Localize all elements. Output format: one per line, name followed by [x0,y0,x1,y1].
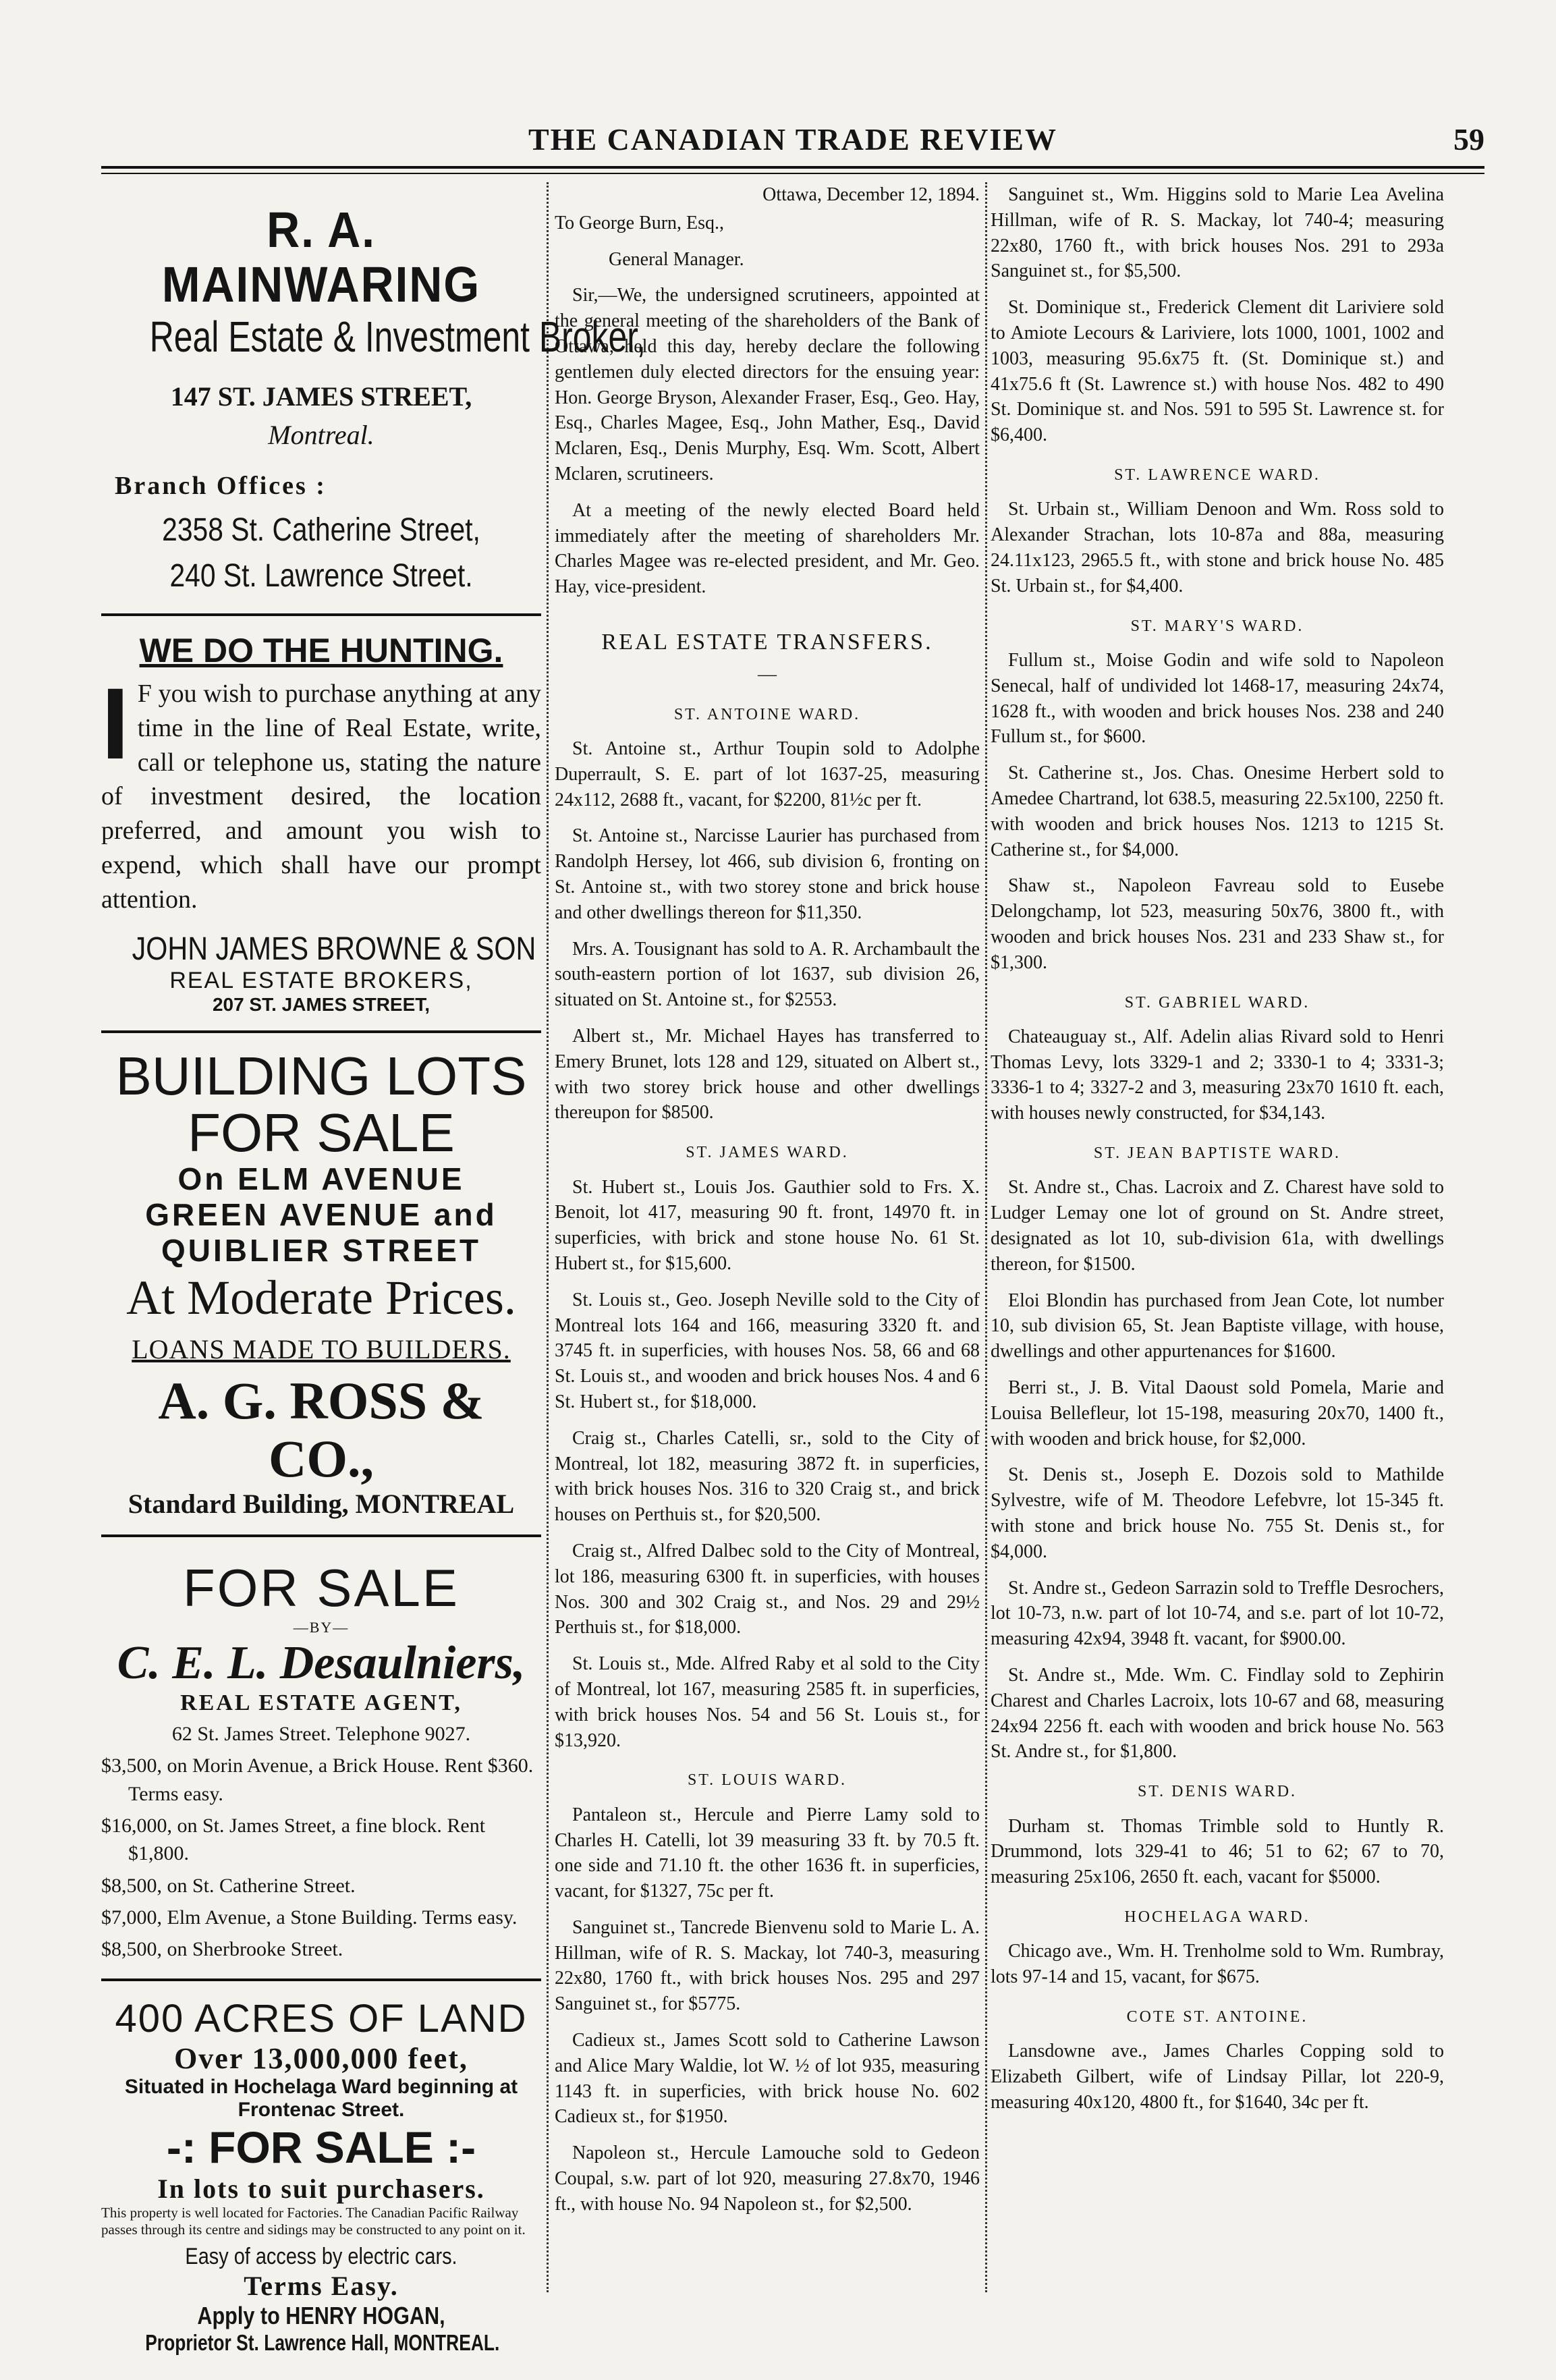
ad-note: LOANS MADE TO BUILDERS. [132,1334,511,1365]
transfer-item: St. Catherine st., Jos. Chas. Onesime Herbert sold to Amedee Chartrand, lot 638.5, measuring 22.5x100, 2250 ft. with wooden and brick houses Nos. 1213 to 1215 St. Catherine st., for $4,000. [991,763,1444,860]
transfer-item: Albert st., Mr. Michael Hayes has transferred to Emery Brunet, lots 128 and 129, situated on Albert st., with two storey brick house and other dwellings thereupon for $8500. [555,1026,980,1124]
branch-address: 2358 St. Catherine Street, [162,512,480,549]
ward-heading: HOCHELAGA WARD. [1124,1908,1310,1926]
ad-size: Over 13,000,000 feet, [174,2041,468,2075]
transfer-item: Pantaleon st., Hercule and Pierre Lamy sold to Charles H. Catelli, lot 39 measuring 33 ft. by 70.5 ft. one side and 71.10 ft. the other 1636 ft. in superficies, vacant, for $1327, 75c per ft. [555,1804,980,1902]
ad-by: —BY— [293,1618,350,1636]
transfer-item: Mrs. A. Tousignant has sold to A. R. Archambault the south-eastern portion of lot 1637, sub division 26, situated on St. Antoine st., for $2553. [555,938,980,1011]
transfer-item: St. Antoine st., Narcisse Laurier has purchased from Randolph Hersey, lot 466, sub division 6, fronting on St. Antoine st., with two storey stone and brick house and other dwellings thereon for $11,350. [555,825,980,923]
list-item: $7,000, Elm Avenue, a Stone Building. Terms easy. [101,1906,518,1929]
ad-body-text: F you wish to purchase anything at any time in the line of Real Estate, write, call or telephone us, stating the nature of investment desired, the location preferred, and amount you wish to expend, which shall have our prompt attention. [101,679,541,914]
list-item: $3,500, on Morin Avenue, a Brick House. Rent $360. Terms easy. [101,1754,534,1805]
advertiser-title: REAL ESTATE AGENT, [180,1690,462,1715]
section-heading: REAL ESTATE TRANSFERS. [601,629,933,655]
ward-heading: COTE ST. ANTOINE. [1126,2008,1308,2026]
header-rule-thin [101,173,1484,174]
ward-heading: ST. GABRIEL WARD. [1124,993,1310,1012]
list-item: $16,000, on St. James Street, a fine block. Rent $1,800. [101,1814,486,1865]
property-list [101,1720,541,1964]
letter-salutation: General Manager. [609,248,744,270]
ad-heading: 400 ACRES OF LAND [115,1996,528,2041]
advertiser-address: 207 ST. JAMES STREET, [212,994,430,1016]
transfer-item: Chicago ave., Wm. H. Trenholme sold to Wm. Rumbray, lots 97-14 and 15, vacant, for $675. [991,1941,1444,1988]
ad-separator [101,1978,541,1981]
ross-ad [101,1048,541,1520]
transfer-item: Shaw st., Napoleon Favreau sold to Eusebe Delongchamp, lot 523, measuring 50x76, 3800 ft., with wooden and brick houses Nos. 231 and 233 Shaw st., for $1,300. [991,875,1444,973]
transfer-item: St. Denis st., Joseph E. Dozois sold to Mathilde Sylvestre, wife of M. Theodore Lefebvre, lot 15-345 ft. with stone and brick house No. 755 St. Denis st., for $4,000. [991,1464,1444,1562]
ad-terms: Terms Easy. [244,2271,399,2302]
ad-location: QUIBLIER STREET [161,1232,482,1268]
ward-heading: ST. DENIS WARD. [1137,1783,1298,1801]
ad-heading: FOR SALE [183,1557,460,1617]
ward-heading: ST. LAWRENCE WARD. [1114,466,1321,484]
ad-body-text: This property is well located for Factories. The Canadian Pacific Railway passes through its centre and sidings may be constructed to any point on it. [101,2204,526,2238]
letter-body: Sir,—We, the undersigned scrutineers, appointed at the general meeting of the shareholders of the Bank of Ottawa, held this day, hereby declare the following gentlemen duly elected directors for the ensuing year: Hon. George Bryson, Alexander Fraser, Esq., Geo. Hay, Esq., Charles Magee, Esq., John Mather, Esq., David Mclaren, Esq., Denis Murphy, Esq. Wm. Scott, Albert Mclaren, scrutineers. [555,285,980,485]
advertiser-address: 147 ST. JAMES STREET, [170,381,472,412]
advertiser-name: Apply to HENRY HOGAN, [197,2302,445,2330]
transfer-item: St. Andre st., Mde. Wm. C. Findlay sold to Zephirin Charest and Charles Lacroix, lots 10-67 and 68, measuring 24x94 2256 ft. each with wooden and brick house No. 563 St. Andre st., for $1,800. [991,1665,1444,1763]
branch-label: Branch Offices : [115,472,327,501]
header-rule [101,166,1484,169]
column-divider [985,182,987,2292]
transfer-item: Napoleon st., Hercule Lamouche sold to Gedeon Coupal, s.w. part of lot 920, measuring 27.8x70, 1946 ft., with house No. 94 Napoleon st., for $2,500. [555,2142,980,2215]
transfer-item: St. Antoine st., Arthur Toupin sold to Adolphe Duperrault, S. E. part of lot 1637-25, measuring 24x112, 2688 ft., vacant, for $2200, 81½c per ft. [555,738,980,810]
advertiser-name: R. A. MAINWARING [161,202,481,313]
advertiser-subtitle: REAL ESTATE BROKERS, [169,968,473,994]
ward-heading: ST. ANTOINE WARD. [673,705,861,723]
ad-location: GREEN AVENUE and [145,1196,497,1232]
advertiser-address: 62 St. James Street. Telephone 9027. [171,1722,471,1745]
transfer-item: St. Andre st., Chas. Lacroix and Z. Charest have sold to Ludger Lemay one lot of ground on St. Andre street, designated as lot 10, sub-division 61a, with dwellings thereon, for $1500. [991,1177,1444,1275]
transfer-item: St. Urbain st., William Denoon and Wm. Ross sold to Alexander Strachan, lots 10-87a and 88a, measuring 24.11x123, 2965.5 ft., with stone and brick house No. 485 St. Urbain st., for $4,400. [991,499,1444,597]
transfer-item: St. Hubert st., Louis Jos. Gauthier sold to Frs. X. Benoit, lot 417, measuring 90 ft. front, 14970 ft. in superficies, with brick and stone house No. 61 St. Hubert st., for $15,600. [555,1176,980,1274]
ad-heading: WE DO THE HUNTING. [139,631,503,669]
transfer-item: Sanguinet st., Tancrede Bienvenu sold to Marie L. A. Hillman, wife of R. S. Mackay, lot 740-3, measuring 22x80, 1760 ft., with brick houses Nos. 295 and 297 Sanguinet st., for $5775. [555,1916,980,2015]
transfer-item: Chateauguay st., Alf. Adelin alias Rivard sold to Henri Thomas Levy, lots 3329-1 and 2; 3330-1 to 4; 3331-3; 3336-1 to 4; 3327-2 and 3, measuring 23x70 1610 ft. each, with houses newly constructed, for $34,143. [991,1026,1444,1124]
ad-heading: FOR SALE [188,1103,455,1163]
ad-location: On ELM AVENUE [177,1161,465,1197]
ward-heading: ST. LOUIS WARD. [687,1771,848,1790]
advertiser-city: Montreal. [268,420,374,451]
advertiser-name: JOHN JAMES BROWNE & SON [132,931,536,968]
transfer-item: Fullum st., Moise Godin and wife sold to Napoleon Senecal, half of undivided lot 1468-17, measuring 24x74, 1628 ft., with wooden and brick houses Nos. 238 and 240 Fullum st., for $600. [991,649,1444,748]
ad-separator [101,1030,541,1033]
ad-separator [101,1534,541,1537]
ad-slogan: At Moderate Prices. [126,1270,516,1325]
ad-separator [101,613,541,616]
drop-cap: I [101,666,130,780]
desaulniers-ad [101,1557,541,1964]
letter-body: At a meeting of the newly elected Board held immediately after the meeting of shareholders Mr. Charles Magee was re-elected president, and Mr. Geo. Hay, vice-president. [555,499,980,598]
ad-forsale: -: FOR SALE :- [166,2122,476,2172]
news-column [991,182,1444,2299]
advertiser-name: A. G. ROSS & CO., [158,1371,484,1488]
transfer-item: St. Andre st., Gedeon Sarrazin sold to Treffle Desrochers, lot 10-73, n.w. part of lot 10-74, and s.e. part of lot 10-72, measuring 42x94, 3948 ft. vacant, for $900.00. [991,1577,1444,1650]
advertiser-address: Standard Building, MONTREAL [128,1488,515,1519]
ward-heading: ST. MARY'S WARD. [1130,617,1304,635]
advertiser-name: C. E. L. Desaulniers, [117,1636,526,1689]
transfer-item: Cadieux st., James Scott sold to Catherine Lawson and Alice Mary Waldie, lot W. ½ of lot 935, measuring 1143 ft. in superficies, with brick house No. 602 Cadieux st., for $1950. [555,2030,980,2128]
transfer-item: Berri st., J. B. Vital Daoust sold Pomela, Marie and Louisa Bellefleur, lot 15-198, measuring 20x70, 1400 ft., with wooden and brick house, for $2,000. [991,1377,1444,1449]
letter-salutation: To George Burn, Esq., [555,212,725,233]
ward-heading: ST. JEAN BAPTISTE WARD. [1093,1144,1341,1163]
column-divider [547,182,549,2292]
ad-location: Situated in Hochelaga Ward beginning at Frontenac Street. [124,2075,518,2121]
ad-body [101,666,541,917]
transfer-item: St. Louis st., Geo. Joseph Neville sold to the City of Montreal lots 164 and 166, measuring 3320 ft. and 3745 ft. in superficies, with houses Nos. 58, 66 and 68 St. Louis st., and wooden and brick houses Nos. 4 and 6 St. Hubert st., for $18,000. [555,1289,980,1412]
news-column [555,182,980,2299]
ward-heading: ST. JAMES WARD. [686,1144,849,1162]
list-item: $8,500, on St. Catherine Street. [101,1874,356,1897]
ad-heading: BUILDING LOTS [115,1046,527,1107]
advertiser-tagline: Real Estate & Investment Broker, [149,312,646,361]
transfer-item: St. Louis st., Mde. Alfred Raby et al sold to the City of Montreal, lot 167, measuring 2585 ft. in superficies, with brick houses Nos. 54 and 56 St. Louis st., for $13,920. [555,1653,980,1751]
section-dash: — [758,663,777,685]
ad-note: In lots to suit purchasers. [157,2173,485,2204]
browne-ad [101,631,541,1016]
transfer-item: Durham st. Thomas Trimble sold to Huntly R. Drummond, lots 329-41 to 46; 51 to 62; 67 to 70, measuring 25x106, 2650 ft. each, vacant for $5000. [991,1815,1444,1888]
branch-address: 240 St. Lawrence Street. [169,557,473,594]
transfer-item: Craig st., Charles Catelli, sr., sold to the City of Montreal, lot 182, measuring 3872 ft. in superficies, with brick houses Nos. 316 to 320 Craig st., and brick houses on Perthuis st., for $20,500. [555,1427,980,1526]
letter-date: Ottawa, December 12, 1894. [762,184,980,205]
page-number: 59 [1453,122,1484,157]
transfer-item: Sanguinet st., Wm. Higgins sold to Marie Lea Avelina Hillman, wife of R. S. Mackay, lot 740-4; measuring 22x80, 1760 ft., with brick houses Nos. 291 to 293a Sanguinet st., for $5,500. [991,184,1444,282]
list-item: $8,500, on Sherbrooke Street. [101,1938,343,1961]
transfer-item: Eloi Blondin has purchased from Jean Cote, lot number 10, sub division 65, St. Jean Baptiste village, with house, dwellings and other appurtenances for $1600. [991,1290,1444,1362]
transfer-item: Lansdowne ave., James Charles Copping sold to Elizabeth Gilbert, wife of Lindsay Pillar, lot 220-9, measuring 40x120, 4800 ft., for $1640, 34c per ft. [991,2041,1444,2113]
ad-note: Easy of access by electric cars. [185,2244,457,2270]
advertiser-address: Proprietor St. Lawrence Hall, MONTREAL. [145,2330,500,2356]
transfer-item: Craig st., Alfred Dalbec sold to the City of Montreal, lot 186, measuring 6300 ft. in superficies, with houses Nos. 300 and 302 Craig st., and Nos. 29 and 29½ Perthuis st., for $18,000. [555,1540,980,1638]
transfer-item: St. Dominique st., Frederick Clement dit Lariviere sold to Amiote Lecours & Lariviere, lots 1000, 1001, 1002 and 1003, measuring 95.6x75 ft. (St. Dominique st.) and 41x75.6 ft (St. Lawrence st.) with house Nos. 482 to 490 St. Dominique st. and Nos. 591 to 595 St. Lawrence st. for $6,400. [991,297,1444,446]
hogan-ad [101,1996,541,2356]
page-header [101,121,1484,162]
page-title: THE CANADIAN TRADE REVIEW [528,122,1057,157]
